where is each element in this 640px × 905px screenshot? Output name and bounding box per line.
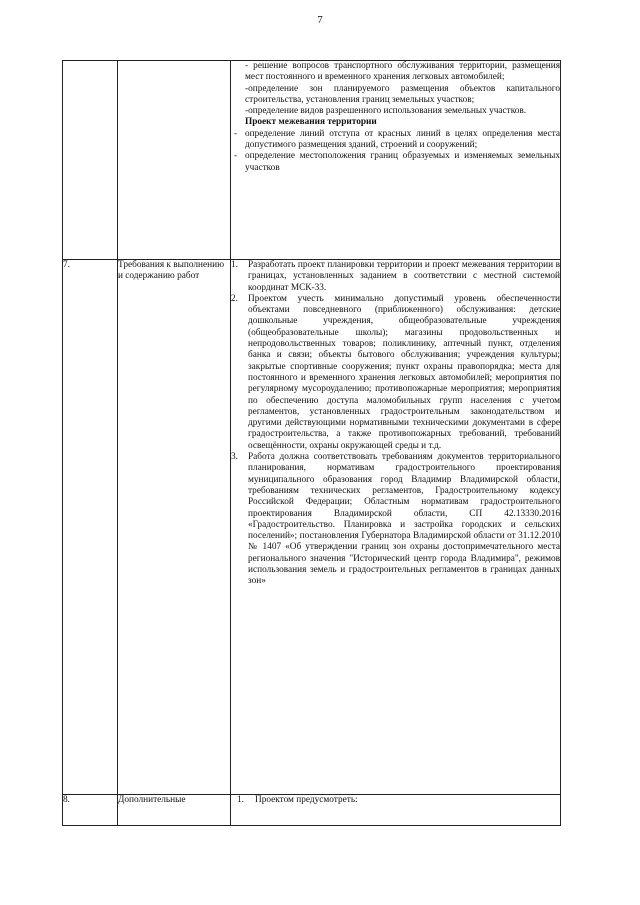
numbered-item — [231, 294, 560, 452]
content-cell — [231, 260, 561, 795]
row-number: 7. — [63, 260, 118, 795]
item-text: Проектом предусмотреть: — [255, 795, 358, 805]
row-label: Дополнительные — [118, 795, 231, 826]
number-cell — [63, 61, 118, 260]
item-number: 2. — [231, 293, 238, 304]
item-number: 1. — [231, 260, 238, 270]
label-cell — [118, 61, 231, 260]
row-label: Требования к выполнению и содержанию работ — [118, 260, 231, 795]
item-number: 1. — [237, 795, 244, 805]
table-row-continued — [63, 61, 561, 260]
content-cell — [231, 795, 561, 826]
table-row-7 — [63, 260, 561, 795]
item-text: Разработать проект планировки территории и проект межевания территории в границах, установленных заданием в соответствии с местной системой координат МСК-33. — [248, 260, 560, 293]
numbered-item — [231, 452, 560, 588]
page-number: 7 — [317, 14, 323, 26]
terms-table — [62, 60, 561, 826]
table-row-8 — [63, 795, 561, 826]
item-text: Проектом учесть минимально допустимый уровень обеспеченности объектами повседневного (приближенного) обслуживания: детские дошкольные учреждения, общеобразовательные учреждения (общеобразовательные школы); магазины продовольственных и непродовольственных товаров; поликлинику, аптечный пункт, отделения банка и связи; объекты бытового обслуживания; учреждения культуры; закрытые спортивные сооружения; пункт охраны правопорядка; места для постоянного и временного хранения легковых автомобилей; мероприятия по регулярному мусороудалению; противопожарные мероприятия; мероприятия по обеспечению доступа маломобильных групп населения с учетом регламентов, установленных градостроительным законодательством и другими действующими нормативными техническими документами в сфере градостроительства, а также противопожарных требований, требований освещённости, охраны окружающей среды и т.д. — [248, 293, 560, 451]
item-number: 3. — [231, 452, 238, 463]
list-item: - определение линий отступа от красных линий в целях определения места допустимого размещения зданий, строений и сооружений; — [234, 128, 560, 151]
list-item: -определение видов разрешенного использования земельных участков. — [245, 106, 527, 117]
list-item: -определение зон планируемого размещения объектов капитального строительства, установления границ земельных участков; — [245, 83, 560, 105]
list-item: - определение местоположения границ образуемых и изменяемых земельных участков — [234, 151, 560, 173]
numbered-item — [231, 795, 560, 806]
item-text: Работа должна соответствовать требованиям документов территориального планирования, нормативам градостроительного проектирования муниципального образования город Владимир Владимирской области, требованиям технических регламентов, Градостроительному кодексу Российской Федерации; Областным нормативам градостроительного проектирования Владимирской области, СП 42.13330.2016 «Градостроительство. Планировка и застройка городских и сельских поселений»; постановления Губернатора Владимирской области от 31.12.2010 № 1407 «Об утверждении границ зон охраны достопримечательного места регионального значения "Исторический центр города Владимира", режимов использования земель и градостроительных регламентов в границах данных зон» — [248, 452, 560, 587]
row-number: 8. — [63, 795, 118, 826]
content-cell — [231, 61, 561, 260]
list-item-text: определение местоположения границ образуемых и изменяемых земельных участков — [245, 151, 560, 173]
section-subheading: Проект межевания территории — [245, 117, 377, 128]
list-item: - решение вопросов транспортного обслуживания территории, размещения мест постоянного и временного хранения легковых автомобилей; — [245, 61, 560, 83]
numbered-item — [231, 260, 560, 294]
list-item-text: определение линий отступа от красных линий в целях определения места допустимого размещения зданий, строений и сооружений; — [245, 128, 560, 151]
